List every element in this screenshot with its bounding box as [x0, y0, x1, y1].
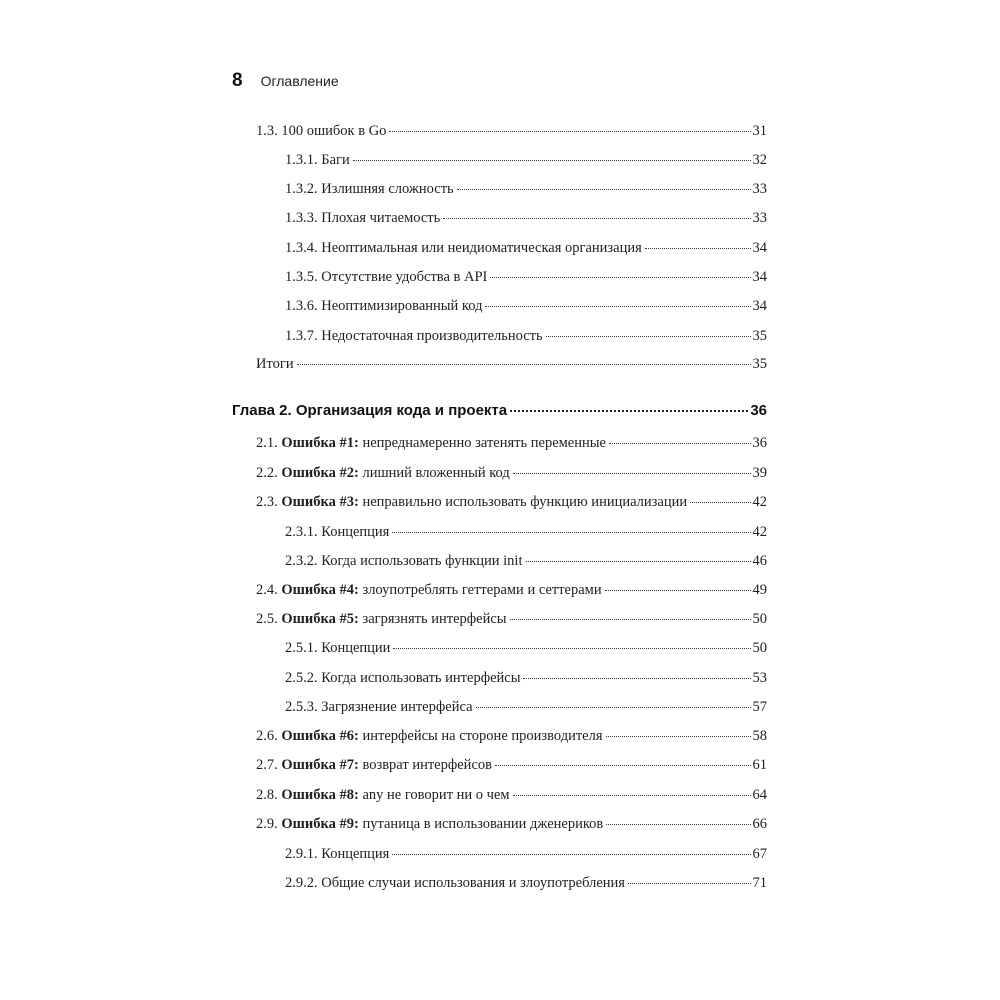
toc-entry-title: Когда использовать функции init: [321, 553, 523, 569]
toc-entry-title: 100 ошибок в Go: [281, 123, 387, 139]
toc-entry[interactable]: [256, 494, 767, 516]
toc-entry-number: 2.5.: [256, 611, 282, 627]
toc-entry-number: 1.3.4.: [285, 240, 322, 256]
toc-entry-title: Баги: [321, 152, 350, 168]
toc-entry[interactable]: [285, 298, 767, 320]
dot-leader: [605, 590, 751, 591]
toc-entry-page: 31: [752, 123, 767, 139]
toc-entry-page: 58: [752, 728, 767, 744]
dot-leader: [645, 248, 751, 249]
toc-entry-number: 2.7.: [256, 757, 282, 773]
toc-entry-page: 34: [752, 240, 767, 256]
toc-entry-number: 1.3.1.: [285, 152, 322, 168]
toc-entry-title: непреднамеренно затенять переменные: [362, 435, 606, 451]
toc-entry-number: 2.8.: [256, 787, 282, 803]
toc-entry-title: возврат интерфейсов: [362, 757, 492, 773]
toc-entry-page: 49: [752, 582, 767, 598]
toc-entry-number: 2.4.: [256, 582, 282, 598]
toc-entry[interactable]: [256, 757, 767, 779]
toc-entry[interactable]: [285, 328, 767, 350]
dot-leader: [606, 736, 751, 737]
toc-entry-page: 35: [752, 356, 767, 372]
toc-entry[interactable]: [285, 670, 767, 692]
toc-entry[interactable]: [285, 269, 767, 291]
toc-entry-number: 1.3.: [256, 123, 282, 139]
toc-entry-title: Загрязнение интерфейса: [321, 699, 473, 715]
toc-entry-title: неправильно использовать функцию инициализации: [362, 494, 688, 510]
toc-entry-title: Отсутствие удобства в API: [321, 269, 488, 285]
dot-leader: [392, 532, 750, 533]
toc-entry-title: any не говорит ни о чем: [362, 787, 510, 803]
toc-entry-mistake-label: Ошибка #5:: [281, 611, 363, 627]
toc-entry-title: Когда использовать интерфейсы: [321, 670, 521, 686]
toc-entry-mistake-label: Ошибка #7:: [281, 757, 363, 773]
toc-entry-page: 66: [752, 816, 767, 832]
toc-entry[interactable]: [256, 123, 767, 145]
dot-leader: [628, 883, 751, 884]
toc-entry-number: 2.9.: [256, 816, 282, 832]
toc-entry-number: 2.5.1.: [285, 640, 322, 656]
dot-leader: [546, 336, 751, 337]
toc-entry[interactable]: [256, 435, 767, 457]
toc-entry[interactable]: [285, 524, 767, 546]
toc-entry-page: 53: [752, 670, 767, 686]
toc-entry-number: 1.3.5.: [285, 269, 322, 285]
toc-entry[interactable]: [285, 240, 767, 262]
toc-entry[interactable]: [285, 846, 767, 868]
dot-leader: [490, 277, 750, 278]
toc-entry-mistake-label: Ошибка #6:: [281, 728, 363, 744]
toc-entry-number: 2.1.: [256, 435, 282, 451]
toc-chapter-heading[interactable]: [232, 402, 767, 424]
toc-entry[interactable]: [256, 611, 767, 633]
toc-entry-title: Глава 2. Организация кода и проекта: [232, 402, 508, 419]
toc-entry-page: 50: [752, 640, 767, 656]
toc-entry-number: 2.5.2.: [285, 670, 322, 686]
toc-entry[interactable]: [256, 465, 767, 487]
toc-entry-page: 42: [752, 524, 767, 540]
toc-entry-number: 2.3.1.: [285, 524, 322, 540]
toc-entry-title: Концепция: [321, 846, 390, 862]
toc-entry-mistake-label: Ошибка #4:: [281, 582, 363, 598]
toc-entry-title: злоупотреблять геттерами и сеттерами: [362, 582, 602, 598]
toc-entry[interactable]: [285, 640, 767, 662]
toc-entry-page: 61: [752, 757, 767, 773]
toc-entry-number: 2.9.2.: [285, 875, 322, 891]
toc-entry-page: 34: [752, 298, 767, 314]
toc-entry-title: лишний вложенный код: [362, 465, 510, 481]
dot-leader: [513, 795, 751, 796]
dot-leader: [526, 561, 751, 562]
toc-entry-page: 35: [752, 328, 767, 344]
dot-leader: [606, 824, 750, 825]
toc-entry-number: 2.3.: [256, 494, 282, 510]
toc-entry-title: Неоптимизированный код: [321, 298, 483, 314]
dot-leader: [513, 473, 751, 474]
toc-entry-title: Неоптимальная или неидиоматическая организация: [321, 240, 642, 256]
dot-leader: [393, 648, 750, 649]
toc-entry-title: Концепция: [321, 524, 390, 540]
toc-entry-title: Недостаточная производительность: [321, 328, 543, 344]
toc-entry[interactable]: [256, 787, 767, 809]
toc-entry-title: Излишняя сложность: [321, 181, 454, 197]
toc-entry-title: интерфейсы на стороне производителя: [362, 728, 603, 744]
toc-entry-number: 1.3.7.: [285, 328, 322, 344]
dot-leader: [485, 306, 750, 307]
toc-entry[interactable]: [285, 875, 767, 897]
toc-entry-title: загрязнять интерфейсы: [362, 611, 507, 627]
toc-entry-page: 42: [752, 494, 767, 510]
toc-entry-number: 2.9.1.: [285, 846, 322, 862]
toc-entry-number: 1.3.2.: [285, 181, 322, 197]
toc-entry-page: 39: [752, 465, 767, 481]
dot-leader: [609, 443, 751, 444]
toc-entry-page: 50: [752, 611, 767, 627]
toc-entry-title: путаница в использовании дженериков: [362, 816, 604, 832]
toc-entry[interactable]: [256, 816, 767, 838]
toc-entry[interactable]: [256, 728, 767, 750]
page-number: 8: [232, 70, 243, 91]
toc-entry-title: Концепции: [321, 640, 391, 656]
toc-entry[interactable]: [256, 356, 767, 378]
dot-leader: [297, 364, 751, 365]
toc-entry[interactable]: [285, 181, 767, 203]
dot-leader: [523, 678, 750, 679]
toc-entry-mistake-label: Ошибка #3:: [281, 494, 363, 510]
dot-leader: [510, 410, 748, 412]
toc-entry-page: 34: [752, 269, 767, 285]
toc-entry-mistake-label: Ошибка #9:: [281, 816, 363, 832]
toc-entry-page: 32: [752, 152, 767, 168]
dot-leader: [443, 218, 750, 219]
toc-entry-mistake-label: Ошибка #8:: [281, 787, 363, 803]
toc-entry-mistake-label: Ошибка #1:: [281, 435, 363, 451]
toc-entry-number: 1.3.6.: [285, 298, 322, 314]
toc-entry-number: 2.6.: [256, 728, 282, 744]
toc-entry[interactable]: [256, 582, 767, 604]
toc-entry-page: 33: [752, 210, 767, 226]
toc-entry-page: 36: [752, 435, 767, 451]
dot-leader: [510, 619, 751, 620]
toc-entry[interactable]: [285, 210, 767, 232]
dot-leader: [457, 189, 751, 190]
toc-entry-number: 2.3.2.: [285, 553, 322, 569]
toc-entry-page: 57: [752, 699, 767, 715]
dot-leader: [389, 131, 750, 132]
dot-leader: [392, 854, 750, 855]
dot-leader: [353, 160, 751, 161]
toc-entry-title: Плохая читаемость: [321, 210, 441, 226]
toc-entry-mistake-label: Ошибка #2:: [281, 465, 363, 481]
toc-entry-page: 46: [752, 553, 767, 569]
toc-entry-number: 2.5.3.: [285, 699, 322, 715]
toc-entry-page: 67: [752, 846, 767, 862]
dot-leader: [495, 765, 751, 766]
toc-entry[interactable]: [285, 699, 767, 721]
toc-entry-title: Итоги: [256, 356, 294, 372]
running-title: Оглавление: [260, 73, 339, 89]
toc-entry[interactable]: [285, 152, 767, 174]
toc-entry-page: 33: [752, 181, 767, 197]
toc-entry[interactable]: [285, 553, 767, 575]
toc-entry-number: 1.3.3.: [285, 210, 322, 226]
toc-entry-page: 64: [752, 787, 767, 803]
dot-leader: [690, 502, 750, 503]
toc-entry-page: 36: [750, 402, 767, 419]
toc-entry-number: 2.2.: [256, 465, 282, 481]
toc-entry-page: 71: [752, 875, 767, 891]
dot-leader: [476, 707, 751, 708]
toc-entry-title: Общие случаи использования и злоупотребления: [321, 875, 625, 891]
